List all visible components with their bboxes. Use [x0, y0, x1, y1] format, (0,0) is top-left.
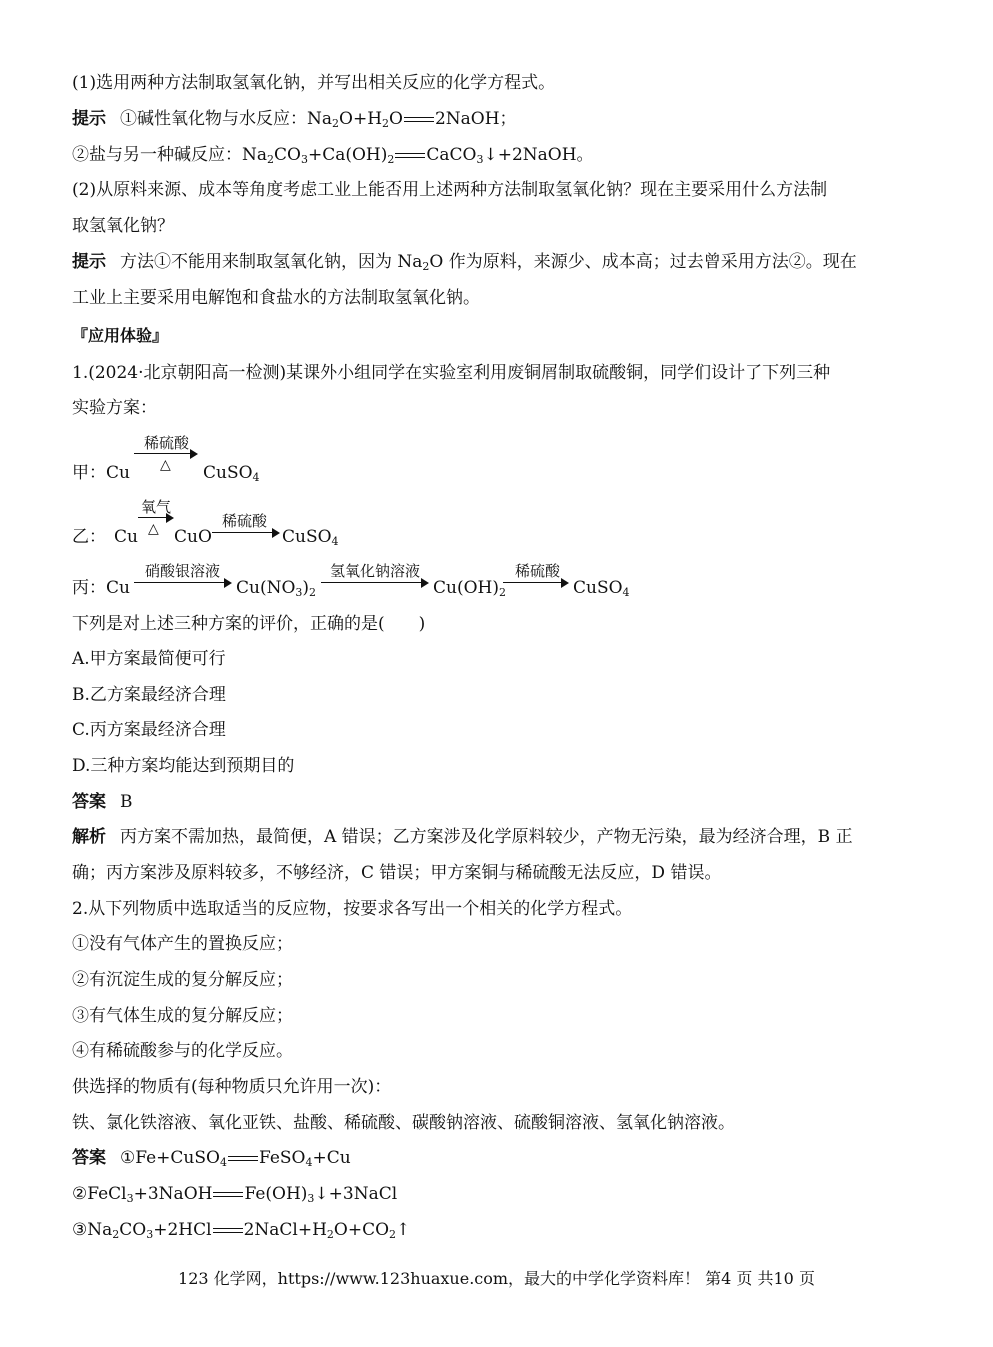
reaction-arrow: [321, 578, 429, 588]
problem-2-item-2: ②有沉淀生成的复分解反应；: [72, 970, 293, 990]
hint-label: 提示: [72, 109, 106, 129]
problem-2-item-3: ③有气体生成的复分解反应；: [72, 1006, 293, 1026]
equals-sign: [228, 1154, 258, 1164]
answer-1: 答案 B: [72, 792, 133, 812]
question-2-line-2: 取氢氧化钠？: [72, 216, 174, 236]
problem-2-supply: 供选择的物质有(每种物质只允许用一次)：: [72, 1077, 392, 1097]
hint-line-4: 工业上主要采用电解饱和食盐水的方法制取氢氧化钠。: [72, 288, 480, 308]
reaction-arrow: [212, 528, 280, 538]
problem-2-materials: 铁、氯化铁溶液、氧化亚铁、盐酸、稀硫酸、碳酸钠溶液、硫酸铜溶液、氢氧化钠溶液。: [72, 1113, 735, 1133]
reaction-arrow: [134, 578, 232, 588]
problem-2-line-1: 2.从下列物质中选取适当的反应物，按要求各写出一个相关的化学方程式。: [72, 899, 633, 919]
equals-sign: [213, 1226, 243, 1236]
option-b: B.乙方案最经济合理: [72, 685, 226, 705]
hint-label: 提示: [72, 252, 106, 272]
analysis-line-1: 解析 丙方案不需加热，最简便，A 错误；乙方案涉及化学原料较少，产物无污染，最为经济合理，B 正: [72, 827, 853, 847]
section-heading: 『应用体验』: [72, 326, 169, 345]
question-1: (1)选用两种方法制取氢氧化钠，并写出相关反应的化学方程式。: [72, 73, 556, 93]
problem-2-item-4: ④有稀硫酸参与的化学反应。: [72, 1041, 293, 1061]
analysis-line-2: 确；丙方案涉及原料较多，不够经济，C 错误；甲方案铜与稀硫酸无法反应，D 错误。: [72, 863, 722, 883]
equals-sign: [213, 1190, 243, 1200]
equals-sign: [404, 115, 434, 125]
option-a: A.甲方案最简便可行: [72, 649, 226, 669]
answer-2-line-3: $③Na_2CO_3+2HCl$ $2NaCl+H_2O+CO_2↑$: [72, 1220, 411, 1241]
equals-sign: [395, 151, 425, 161]
hint-line-3: 提示 方法①不能用来制取氢氧化钠，因为 $Na_2O$ 作为原料，来源少、成本高；过去曾采用方法②。现在: [72, 252, 857, 273]
question-2-line-1: (2)从原料来源、成本等角度考虑工业上能否用上述两种方法制取氢氧化钠？现在主要采用什么方法制: [72, 180, 828, 200]
problem-1-question: 下列是对上述三种方案的评价，正确的是( ): [72, 614, 426, 634]
answer-2-line-1: 答案 ①Fe+CuSO$_4$ FeSO$_4$+Cu: [72, 1148, 351, 1169]
option-c: C.丙方案最经济合理: [72, 720, 226, 740]
problem-1-line-2: 实验方案：: [72, 398, 157, 418]
reaction-arrow: [503, 578, 569, 588]
hint-line-1: 提示 ①碱性氧化物与水反应：$Na_2O+H_2O$ 2NaOH；: [72, 109, 517, 130]
option-d: D.三种方案均能达到预期目的: [72, 756, 295, 776]
problem-1-line-1: 1.(2024·北京朝阳高一检测)某课外小组同学在实验室利用废铜屑制取硫酸铜，同学们设计了下列三种: [72, 363, 831, 383]
answer-2-line-2: ②FeCl$_3$+3NaOH $Fe(OH)_3↓+3NaCl$: [72, 1184, 398, 1205]
page-footer: 123 化学网，https://www.123huaxue.com，最大的中学化学资料库！ 第4 页 共10 页: [178, 1269, 815, 1288]
problem-2-item-1: ①没有气体产生的置换反应；: [72, 934, 293, 954]
hint-line-2: ②盐与另一种碱反应：$Na_2CO_3+Ca(OH)_2$ CaCO$_3$↓+2NaOH。: [72, 145, 594, 166]
